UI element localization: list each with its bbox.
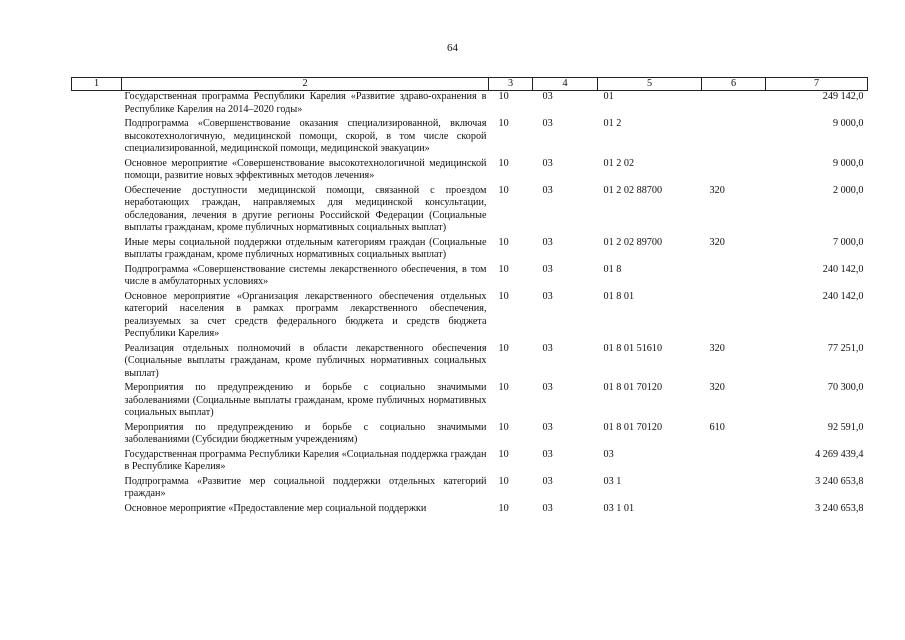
row-blank-cell	[72, 91, 122, 119]
row-subsection-cell: 03	[542, 502, 553, 514]
row-expense-type-cell: 320	[709, 382, 725, 393]
row-blank-cell	[72, 291, 122, 343]
row-target-code-cell: 01 2 02 88700	[603, 184, 663, 196]
row-section-cell: 10	[498, 448, 509, 460]
row-section-cell: 10	[498, 342, 509, 354]
row-name-cell: Государственная программа Республики Карелия «Развитие здраво-охранения в Республике Карелия на 2014–2020 годы»	[124, 91, 487, 115]
row-blank-cell	[72, 422, 122, 449]
table-row	[72, 503, 868, 518]
row-name-cell: Обеспечение доступности медицинской помощи, связанной с проездом неработающих граждан, направляемых для медицинской консультации, обследования, лечения в другие регионы Российской Федерации (Социальные выплаты гражданам, кроме публичных нормативных социальных выплат)	[124, 184, 487, 233]
row-amount-cell: 240 142,0	[822, 263, 864, 275]
row-amount-cell: 3 240 653,8	[815, 502, 864, 514]
row-expense-type-cell	[702, 476, 766, 503]
row-name-cell: Государственная программа Республики Карелия «Социальная поддержка граждан в Республике Карелия»	[124, 448, 487, 472]
row-expense-type-cell	[702, 91, 766, 119]
row-target-code-cell: 01 8 01 51610	[603, 342, 663, 354]
row-name-cell: Подпрограмма «Развитие мер социальной поддержки отдельных категорий граждан»	[124, 475, 487, 499]
row-name-cell: Реализация отдельных полномочий в области лекарственного обеспечения (Социальные выплаты гражданам, кроме публичных нормативных социальных выплат)	[124, 342, 487, 379]
row-amount-cell: 7 000,0	[832, 236, 864, 248]
row-amount-cell: 9 000,0	[832, 157, 864, 169]
row-subsection-cell: 03	[542, 184, 553, 196]
table-row	[72, 185, 868, 237]
row-target-code-cell: 01 2	[603, 118, 622, 129]
row-subsection-cell: 03	[542, 290, 553, 302]
row-amount-cell: 9 000,0	[832, 118, 864, 129]
row-subsection-cell: 03	[542, 421, 553, 433]
row-subsection-cell: 03	[542, 263, 553, 275]
row-name-cell: Иные меры социальной поддержки отдельным категориям граждан (Социальные выплаты гражданам, кроме публичных нормативных социальных выплат)	[124, 236, 487, 260]
row-target-code-cell: 01 8 01	[603, 290, 635, 302]
row-target-code-cell: 01 2 02	[603, 157, 635, 169]
row-expense-type-cell	[702, 118, 766, 158]
row-subsection-cell: 03	[542, 91, 553, 102]
row-amount-cell: 77 251,0	[827, 342, 864, 354]
table-row	[72, 476, 868, 503]
table-row	[72, 422, 868, 449]
column-header: 2	[122, 78, 489, 91]
row-section-cell: 10	[498, 475, 509, 487]
row-name-cell: Мероприятия по предупреждению и борьбе с социально значимыми заболеваниями (Субсидии бюджетным учреждениям)	[124, 421, 487, 445]
row-name-cell: Основное мероприятие «Предоставление мер социальной поддержки	[124, 502, 427, 514]
row-target-code-cell: 03 1	[603, 475, 622, 487]
table-row	[72, 237, 868, 264]
row-blank-cell	[72, 343, 122, 383]
table-row	[72, 91, 868, 119]
row-subsection-cell: 03	[542, 236, 553, 248]
row-name-cell: Мероприятия по предупреждению и борьбе с социально значимыми заболеваниями (Социальные выплаты гражданам, кроме публичных нормативных социальных выплат)	[124, 382, 487, 418]
row-target-code-cell: 03 1 01	[603, 502, 635, 514]
budget-table	[71, 77, 868, 517]
row-blank-cell	[72, 382, 122, 422]
row-amount-cell: 240 142,0	[822, 290, 864, 302]
row-amount-cell: 3 240 653,8	[815, 475, 864, 487]
table-row	[72, 449, 868, 476]
row-blank-cell	[72, 476, 122, 503]
row-section-cell: 10	[498, 91, 509, 102]
column-header: 7	[766, 78, 868, 91]
row-name-cell: Подпрограмма «Совершенствование системы лекарственного обеспечения, в том числе в амбулаторных условиях»	[124, 263, 487, 287]
row-section-cell: 10	[498, 236, 509, 248]
table-row	[72, 382, 868, 422]
row-section-cell: 10	[498, 502, 509, 514]
table-row	[72, 158, 868, 185]
table-row	[72, 291, 868, 343]
row-section-cell: 10	[498, 184, 509, 196]
row-expense-type-cell: 320	[709, 184, 725, 196]
row-expense-type-cell	[702, 158, 766, 185]
row-blank-cell	[72, 158, 122, 185]
row-expense-type-cell	[702, 264, 766, 291]
row-subsection-cell: 03	[542, 342, 553, 354]
column-header: 1	[72, 78, 122, 91]
row-expense-type-cell: 320	[709, 236, 725, 248]
row-target-code-cell: 01	[603, 91, 614, 102]
row-section-cell: 10	[498, 157, 509, 169]
row-expense-type-cell: 610	[709, 421, 725, 433]
row-subsection-cell: 03	[542, 448, 553, 460]
row-subsection-cell: 03	[542, 118, 553, 129]
row-blank-cell	[72, 185, 122, 237]
row-expense-type-cell	[702, 449, 766, 476]
row-target-code-cell: 03	[603, 448, 614, 460]
page-number: 64	[447, 42, 458, 54]
row-blank-cell	[72, 264, 122, 291]
row-amount-cell: 2 000,0	[832, 184, 864, 196]
row-name-cell: Подпрограмма «Совершенствование оказания специализированной, включая высокотехнологичную, медицинской помощи, скорой, в том числе скорой специализированной, медицинской помощи, медицинской эвакуации»	[124, 118, 487, 154]
row-blank-cell	[72, 237, 122, 264]
row-target-code-cell: 01 8 01 70120	[603, 382, 663, 393]
table-row	[72, 118, 868, 158]
table-row	[72, 264, 868, 291]
column-header: 4	[533, 78, 598, 91]
row-amount-cell: 92 591,0	[827, 421, 864, 433]
row-amount-cell: 249 142,0	[822, 91, 864, 102]
row-subsection-cell: 03	[542, 382, 553, 393]
row-amount-cell: 70 300,0	[827, 382, 864, 393]
row-subsection-cell: 03	[542, 157, 553, 169]
table-row	[72, 343, 868, 383]
row-blank-cell	[72, 503, 122, 518]
row-expense-type-cell	[702, 291, 766, 343]
column-header: 5	[598, 78, 702, 91]
row-section-cell: 10	[498, 382, 509, 393]
row-blank-cell	[72, 118, 122, 158]
row-blank-cell	[72, 449, 122, 476]
column-header: 3	[489, 78, 533, 91]
row-expense-type-cell	[702, 503, 766, 518]
row-name-cell: Основное мероприятие «Совершенствование высокотехнологичной медицинской помощи, развитие новых эффективных методов лечения»	[124, 157, 487, 181]
row-amount-cell: 4 269 439,4	[815, 448, 864, 460]
table-body	[72, 91, 868, 518]
table-header-row	[72, 78, 868, 91]
row-section-cell: 10	[498, 290, 509, 302]
row-subsection-cell: 03	[542, 475, 553, 487]
row-section-cell: 10	[498, 263, 509, 275]
row-target-code-cell: 01 8	[603, 263, 622, 275]
column-header: 6	[702, 78, 766, 91]
row-expense-type-cell: 320	[709, 342, 725, 354]
row-target-code-cell: 01 2 02 89700	[603, 236, 663, 248]
row-name-cell: Основное мероприятие «Организация лекарственного обеспечения отдельных категорий населения в рамках программ лекарственного обеспечения, реализуемых за счет средств федерального бюджета и средств бюджета Республики Карелия»	[124, 290, 487, 339]
row-section-cell: 10	[498, 118, 509, 129]
row-target-code-cell: 01 8 01 70120	[603, 421, 663, 433]
row-section-cell: 10	[498, 421, 509, 433]
